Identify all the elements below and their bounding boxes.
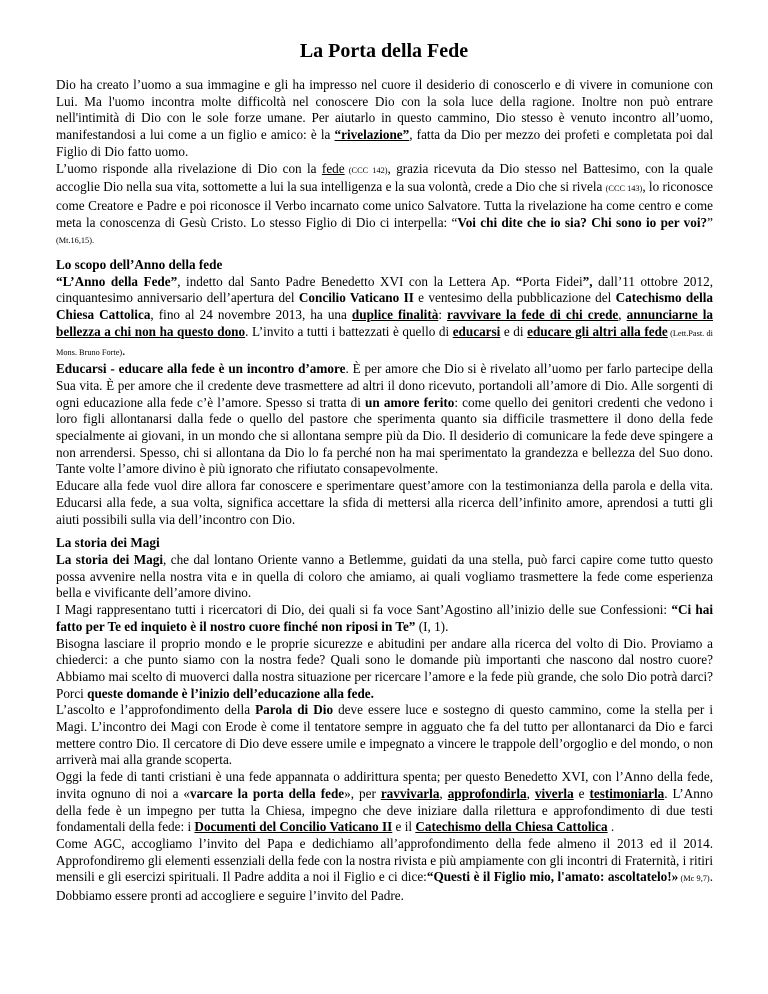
section-heading-magi: La storia dei Magi [56,535,160,551]
page-title: La Porta della Fede [299,40,469,62]
magi-paragraph-1: La storia dei Magi, che dal lontano Oriente vanno a Betlemme, guidati da una stella, può farci capire come tutto questo possa avvenire nella nostra vita e in quella di coloro che amiamo, ai quali vogliamo trasmettere la fede come esperienza bella e vivificante dell’amore divino. [56,551,713,601]
document-body [56,77,713,905]
intro-paragraph-2: L’uomo risponde alla rivelazione di Dio con la fede (CCC 142), grazia ricevuta da Dio stesso nel Battesimo, con la quale accoglie Dio nella sua vita, sottomette a lui la sua intelligenza e la sua volontà, crede a Dio che si rivela (CCC 143), lo riconosce come Creatore e Padre e poi riconosce il Verbo incarnato come unico Salvatore. Tutta la rivelazione ha come centro e come meta la conoscenza di Gesù Cristo. Lo stesso Figlio di Dio ci interpella: “Voi chi dite che io sia? Chi sono io per voi?” (Mt.16,15). [56,160,713,246]
intro-paragraph-1: Dio ha creato l’uomo a sua immagine e gli ha impresso nel cuore il desiderio di conoscerlo e di vivere in comunione con Lui. Ma l'uomo incontra molte difficoltà nel conoscere Dio con la sola luce della ragione. Inoltre non può entrare nell'intimità di Dio con le sole forze umane. Per aiutarlo in questo cammino, Dio stesso è venuto incontro all’uomo, manifestandosi a lui come a un figlio e amico: è la “rivelazione”, fatta da Dio per mezzo dei profeti e completata poi dal Figlio di Dio fatto uomo. [56,77,713,159]
magi-paragraph-3: Bisogna lasciare il proprio mondo e le proprie sicurezze e abitudini per andare alla ricerca del volto di Dio. Proviamo a chiederci: a che punto siamo con la nostra fede? Quali sono le domande più importanti che nascono dal nostro cuore? Abbiamo mai scelto di muoverci dalla nostra situazione per ricercare l’amore e la fede più grande, che solo Dio potrà darci? Porci queste domande è l’inizio dell’educazione alla fede. [56,635,713,701]
magi-paragraph-2: I Magi rappresentano tutti i ricercatori di Dio, dei quali si fa voce Sant’Agostino all’inizio delle sue Confessioni: “Ci hai fatto per Te ed inquieto è il nostro cuore finché non riposi in Te” (I, 1). [56,602,713,634]
scope-paragraph-3: Educare alla fede vuol dire allora far conoscere e sperimentare quest’amore con la testimonianza della parola e della vita. Educarsi alla fede, a sua volta, significa accettare la sfida di mettersi alla ricerca dell’infinito amore, aprendosi a tutti gli aiuti possibili sulla via dell’incontro con Dio. [56,478,713,527]
scope-paragraph-1: “L’Anno della Fede”, indetto dal Santo Padre Benedetto XVI con la Lettera Ap. “Porta Fidei”, dall’11 ottobre 2012, cinquantesimo anniversario dell’apertura del Concilio Vaticano II e ventesimo della pubblicazione del Catechismo della Chiesa Cattolica, fino al 24 novembre 2013, ha una duplice finalità: ravvivare la fede di chi crede, annunciarne la bellezza a chi non ha questo dono. L’invito a tutti i battezzati è quello di educarsi e di educare gli altri alla fede (Lett.Past. di Mons. Bruno Forte). [56,273,714,358]
scope-paragraph-2: Educarsi - educare alla fede è un incontro d’amore. È per amore che Dio si è rivelato all’uomo per farlo partecipe della Sua vita. È per amore che il credente deve trasmettere ad altri il dono ricevuto, portandoli all’amore di Dio. Alle sorgenti di ogni educazione alla fede c’è l’amore. Spesso si tratta di un amore ferito: come quello dei genitori credenti che vedono i loro figli allontanarsi dalla fede o quello del pastore che sperimenta quanto sia difficile trasmettere il dono della fede specialmente ai giovani, in un mondo che si allontana sempre più da Dio. Il desiderio di comunicare la fede deve spingere a non arrendersi. Spesso, chi si allontana da Dio lo fa perché non ha mai sperimentato la grandezza e bellezza del Suo dono. Tante volte l’amore divino è più ignorato che rifiutato consapevolmente. [56,361,713,477]
magi-paragraph-5: Oggi la fede di tanti cristiani è una fede appannata o addirittura spenta; per questo Benedetto XVI, con l’Anno della fede, invita ognuno di noi a «varcare la porta della fede», per ravvivarla, approfondirla, viverla e testimoniarla. L’Anno della fede è un impegno per tutta la Chiesa, impegno che deve iniziare dalla rilettura e approfondimento di due testi fondamentali della fede: i Documenti del Concilio Vaticano II e il Catechismo della Chiesa Cattolica . [56,769,714,835]
magi-paragraph-6: Come AGC, accogliamo l’invito del Papa e dedichiamo all’approfondimento della fede almeno il 2013 ed il 2014. Approfondiremo gli elementi essenziali della fede con la nostra rivista e più ampiamente con gli incontri di Fraternità, i ritiri mensili e gli esercizi spirituali. Il Padre addita a noi il Figlio e ci dice:“Questi è il Figlio mio, l'amato: ascoltatelo!» (Mc 9,7). Dobbiamo essere pronti ad accogliere e seguire l’invito del Padre. [56,835,713,904]
magi-paragraph-4: L’ascolto e l’approfondimento della Parola di Dio deve essere luce e sostegno di questo cammino, come la stella per i Magi. L’incontro dei Magi con Erode è come il tentatore sempre in agguato che fa del tutto per allontanarci da Dio e farci mettere contro Dio. Il cercatore di Dio deve essere umile e impegnato a vincere le trappole dell’orgoglio e del mondo, o non arriverà mai alla grande scoperta. [56,702,713,768]
section-heading-scope: Lo scopo dell’Anno della fede [56,257,223,273]
